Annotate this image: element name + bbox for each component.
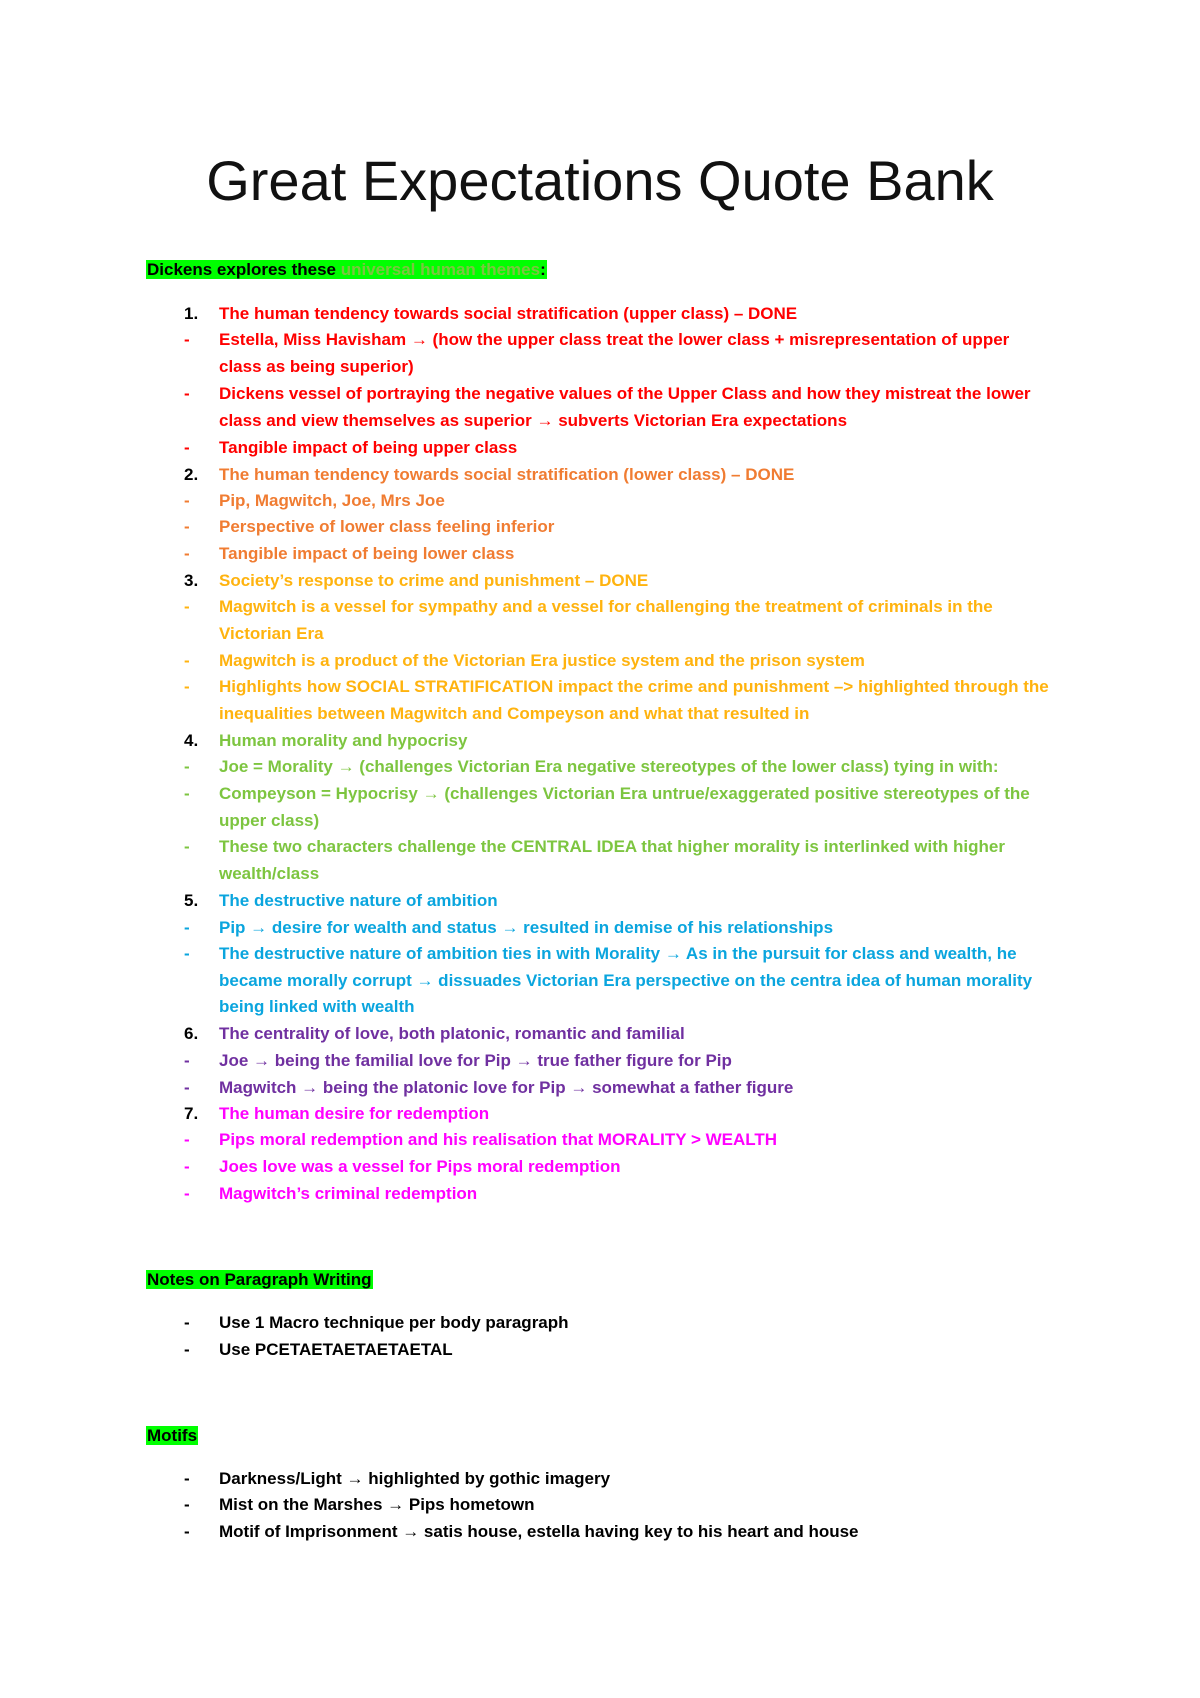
heading-highlight-phrase: universal human themes [340, 260, 541, 279]
list-item: - Magwitch is a vessel for sympathy and a vessel for challenging the treatment of criminals in the Victorian Era [184, 597, 993, 643]
list-item: 4. Human morality and hypocrisy [184, 731, 468, 750]
list-item: - Use 1 Macro technique per body paragraph [184, 1313, 569, 1332]
list-item: 3. Society’s response to crime and punishment – DONE [184, 571, 649, 590]
page-title: Great Expectations Quote Bank [206, 149, 994, 212]
list-item: - Joe → being the familial love for Pip → true father figure for Pip [184, 1051, 732, 1070]
list-item: - Perspective of lower class feeling inferior [184, 517, 555, 536]
section-heading-paragraph-writing: Notes on Paragraph Writing [147, 1270, 372, 1289]
list-item: - Magwitch → being the platonic love for Pip → somewhat a father figure [184, 1078, 794, 1097]
list-item: - Magwitch’s criminal redemption [184, 1184, 478, 1203]
list-item: - These two characters challenge the CENTRAL IDEA that higher morality is interlinked with higher wealth/class [184, 837, 1005, 883]
list-item: 6. The centrality of love, both platonic, romantic and familial [184, 1024, 685, 1043]
list-item: - Magwitch is a product of the Victorian Era justice system and the prison system [184, 651, 865, 670]
section-heading-themes [146, 259, 547, 281]
list-item: - Pip, Magwitch, Joe, Mrs Joe [184, 491, 445, 510]
list-item: 5. The destructive nature of ambition [184, 891, 498, 910]
list-item: - Compeyson = Hypocrisy → (challenges Victorian Era untrue/exaggerated positive stereotypes of the upper class) [184, 784, 1030, 830]
list-item: - Joe = Morality → (challenges Victorian Era negative stereotypes of the lower class) tying in with: [184, 757, 999, 776]
list-item: 1. The human tendency towards social stratification (upper class) – DONE [184, 304, 798, 323]
list-item: - Pips moral redemption and his realisation that MORALITY > WEALTH [184, 1130, 778, 1149]
list-item: 2. The human tendency towards social stratification (lower class) – DONE [184, 465, 795, 484]
list-item: - The destructive nature of ambition ties in with Morality → As in the pursuit for class and wealth, he became morally corrupt → dissuades Victorian Era perspective on the centra idea of human morality being linked with wealth [184, 944, 1033, 1016]
list-item: - Joes love was a vessel for Pips moral redemption [184, 1157, 621, 1176]
list-item: - Tangible impact of being upper class [184, 438, 518, 457]
heading-text: Dickens explores these universal human themes: [147, 260, 546, 279]
list-item: - Darkness/Light → highlighted by gothic imagery [184, 1469, 611, 1488]
list-item: - Tangible impact of being lower class [184, 544, 515, 563]
list-item: - Highlights how SOCIAL STRATIFICATION impact the crime and punishment –> highlighted through the inequalities between Magwitch and Compeyson and what that resulted in [184, 677, 1049, 723]
list-item: - Estella, Miss Havisham → (how the upper class treat the lower class + misrepresentation of upper class as being superior) [184, 330, 1010, 376]
list-item: - Dickens vessel of portraying the negative values of the Upper Class and how they mistreat the lower class and view themselves as superior → subverts Victorian Era expectations [184, 384, 1031, 430]
list-item: 7. The human desire for redemption [184, 1104, 490, 1123]
list-item: - Mist on the Marshes → Pips hometown [184, 1495, 535, 1514]
section-heading-motifs: Motifs [147, 1426, 198, 1445]
list-item: - Motif of Imprisonment → satis house, estella having key to his heart and house [184, 1522, 859, 1541]
list-item: - Pip → desire for wealth and status → resulted in demise of his relationships [184, 918, 834, 937]
list-item: - Use PCETAETAETAETAETAL [184, 1340, 453, 1359]
